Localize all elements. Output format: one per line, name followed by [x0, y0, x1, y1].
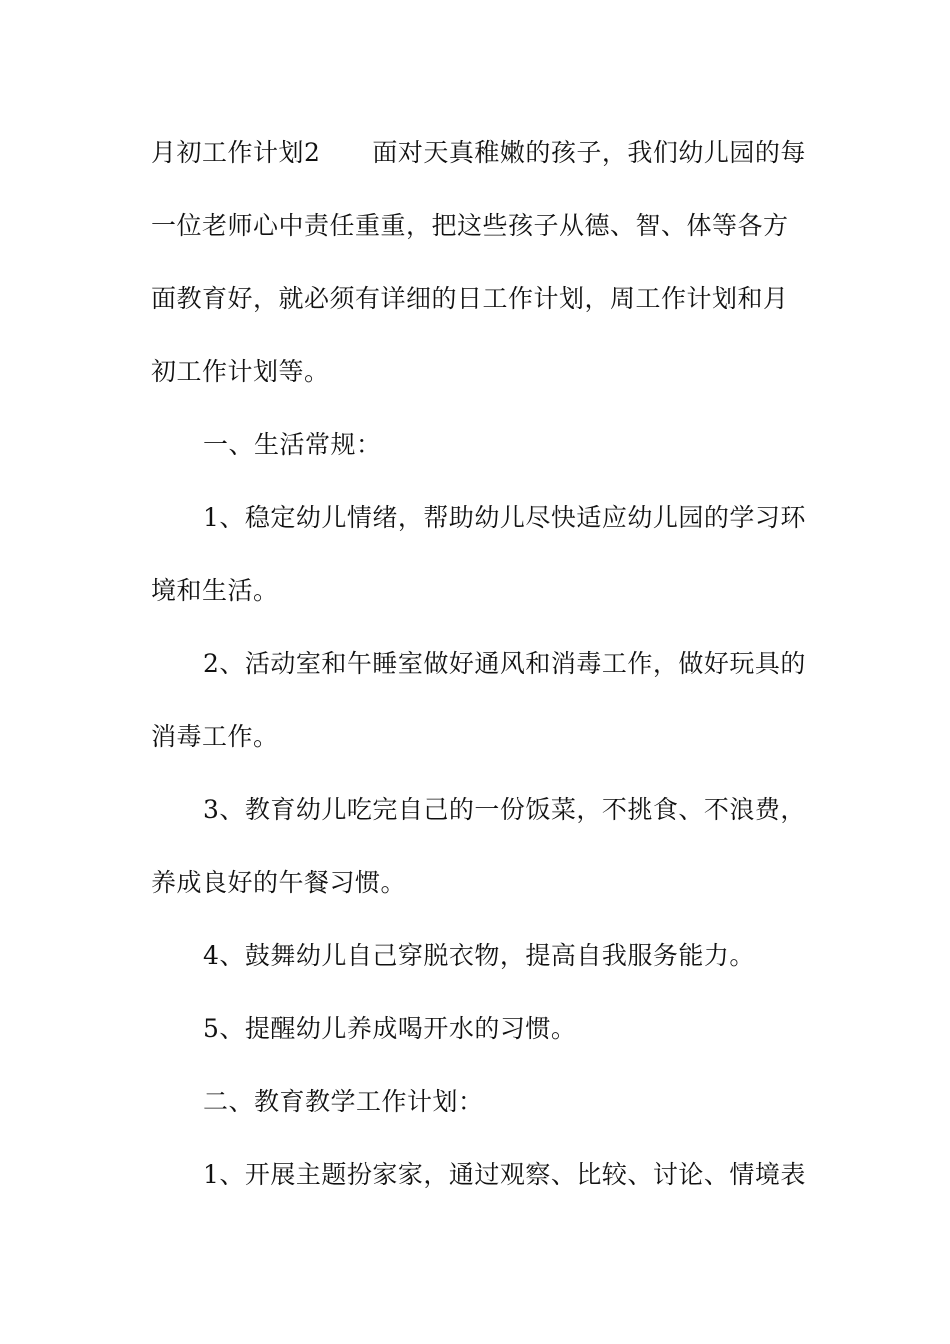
list-item-education-1: 1、开展主题扮家家，通过观察、比较、讨论、情境表: [203, 1160, 806, 1189]
list-item-4: 4、鼓舞幼儿自己穿脱衣物，提高自我服务能力。: [203, 941, 755, 970]
text-line-2: 一位老师心中责任重重，把这些孩子从德、智、体等各方: [151, 211, 789, 240]
section-heading-life-routine: 一、生活常规：: [203, 430, 382, 459]
text-line-4: 初工作计划等。: [151, 357, 330, 386]
document-title: 月初工作计划2: [151, 138, 321, 167]
list-item-2-start: 2、活动室和午睡室做好通风和消毒工作，做好玩具的: [203, 649, 806, 678]
text-line-1: [151, 116, 811, 189]
list-item-1-start: 1、稳定幼儿情绪，帮助幼儿尽快适应幼儿园的学习环: [203, 503, 806, 532]
list-item-2-end: 消毒工作。: [151, 722, 279, 751]
list-item-5: 5、提醒幼儿养成喝开水的习惯。: [203, 1014, 577, 1043]
list-item-3-end: 养成良好的午餐习惯。: [151, 868, 407, 897]
document-body: [151, 116, 811, 1211]
section-heading-education-plan: 二、教育教学工作计划：: [203, 1087, 484, 1116]
text-line-3: 面教育好，就必须有详细的日工作计划，周工作计划和月: [151, 284, 789, 313]
list-item-3-start: 3、教育幼儿吃完自己的一份饭菜，不挑食、不浪费，: [203, 795, 806, 824]
paragraph-text: 面对天真稚嫩的孩子，我们幼儿园的每: [372, 138, 806, 167]
list-item-1-end: 境和生活。: [151, 576, 279, 605]
